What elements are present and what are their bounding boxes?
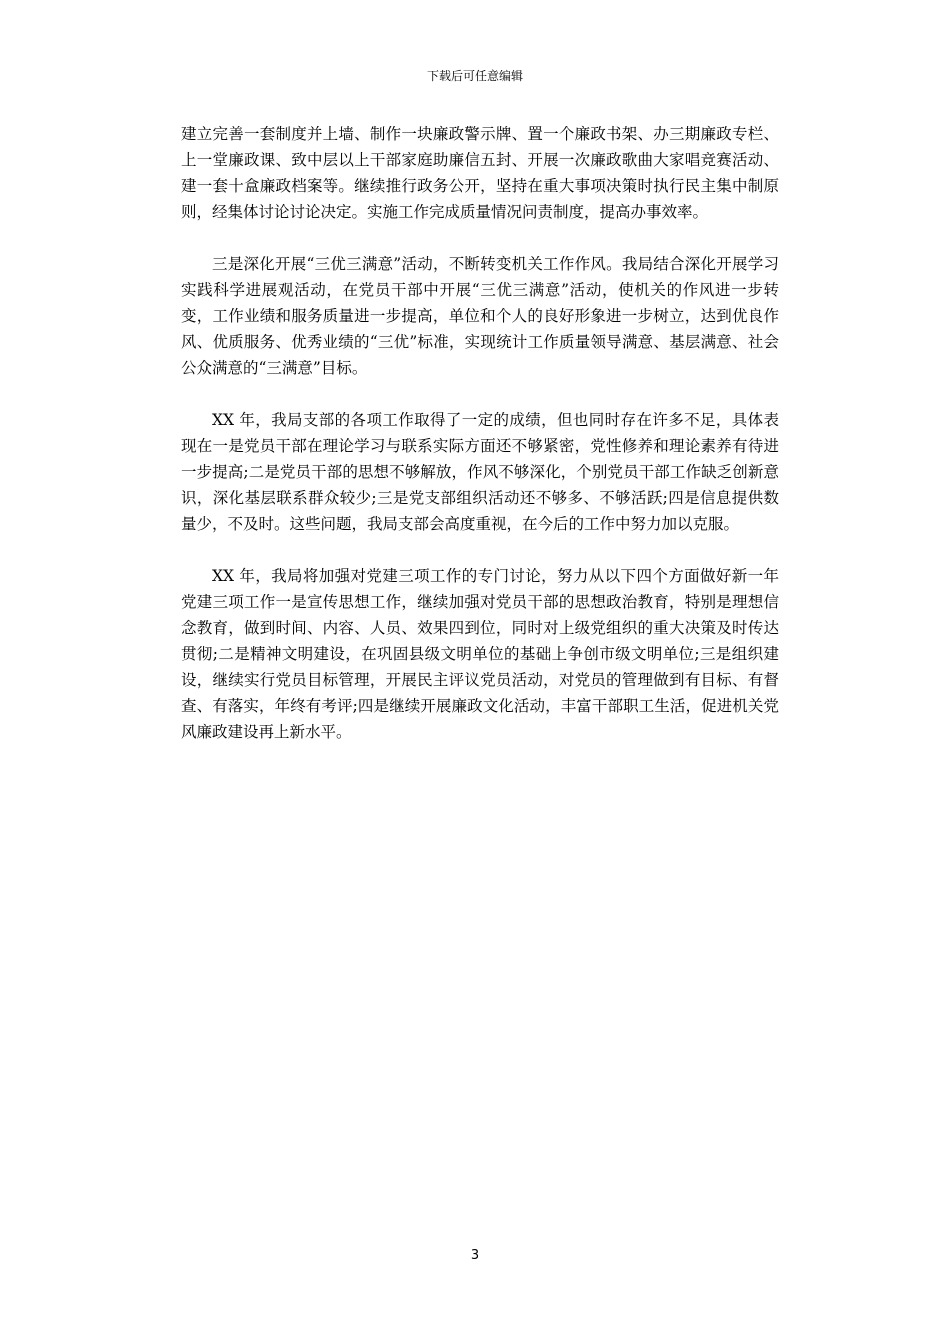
document-body [181,121,779,771]
page-number: 3 [470,1248,480,1263]
paragraph-1: 建立完善一套制度并上墙、制作一块廉政警示牌、置一个廉政书架、办三期廉政专栏、上一堂廉政课、致中层以上干部家庭助廉信五封、开展一次廉政歌曲大家唱竞赛活动、建一套十盒廉政档案等。继续推行政务公开，坚持在重大事项决策时执行民主集中制原则，经集体讨论讨论决定。实施工作完成质量情况问责制度，提高办事效率。 [181,125,779,221]
page-header: 下载后可任意编辑 [426,69,523,83]
paragraph-3: XX 年，我局支部的各项工作取得了一定的成绩，但也同时存在许多不足，具体表现在一是党员干部在理论学习与联系实际方面还不够紧密，党性修养和理论素养有待进一步提高;二是党员干部的思想不够解放，作风不够深化，个别党员干部工作缺乏创新意识，深化基层联系群众较少;三是党支部组织活动还不够多、不够活跃;四是信息提供数量少，不及时。这些问题，我局支部会高度重视，在今后的工作中努力加以克服。 [181,411,779,533]
paragraph-2: 三是深化开展“三优三满意”活动，不断转变机关工作作风。我局结合深化开展学习实践科学进展观活动，在党员干部中开展“三优三满意”活动，使机关的作风进一步转变，工作业绩和服务质量进一步提高，单位和个人的良好形象进一步树立，达到优良作风、优质服务、优秀业绩的“三优”标准，实现统计工作质量领导满意、基层满意、社会公众满意的“三满意”目标。 [181,255,779,377]
paragraph-4: XX 年，我局将加强对党建三项工作的专门讨论，努力从以下四个方面做好新一年党建三项工作一是宣传思想工作，继续加强对党员干部的思想政治教育，特别是理想信念教育，做到时间、内容、人员、效果四到位，同时对上级党组织的重大决策及时传达贯彻;二是精神文明建设，在巩固县级文明单位的基础上争创市级文明单位;三是组织建设，继续实行党员目标管理，开展民主评议党员活动，对党员的管理做到有目标、有督查、有落实，年终有考评;四是继续开展廉政文化活动，丰富干部职工生活，促进机关党风廉政建设再上新水平。 [181,567,779,741]
